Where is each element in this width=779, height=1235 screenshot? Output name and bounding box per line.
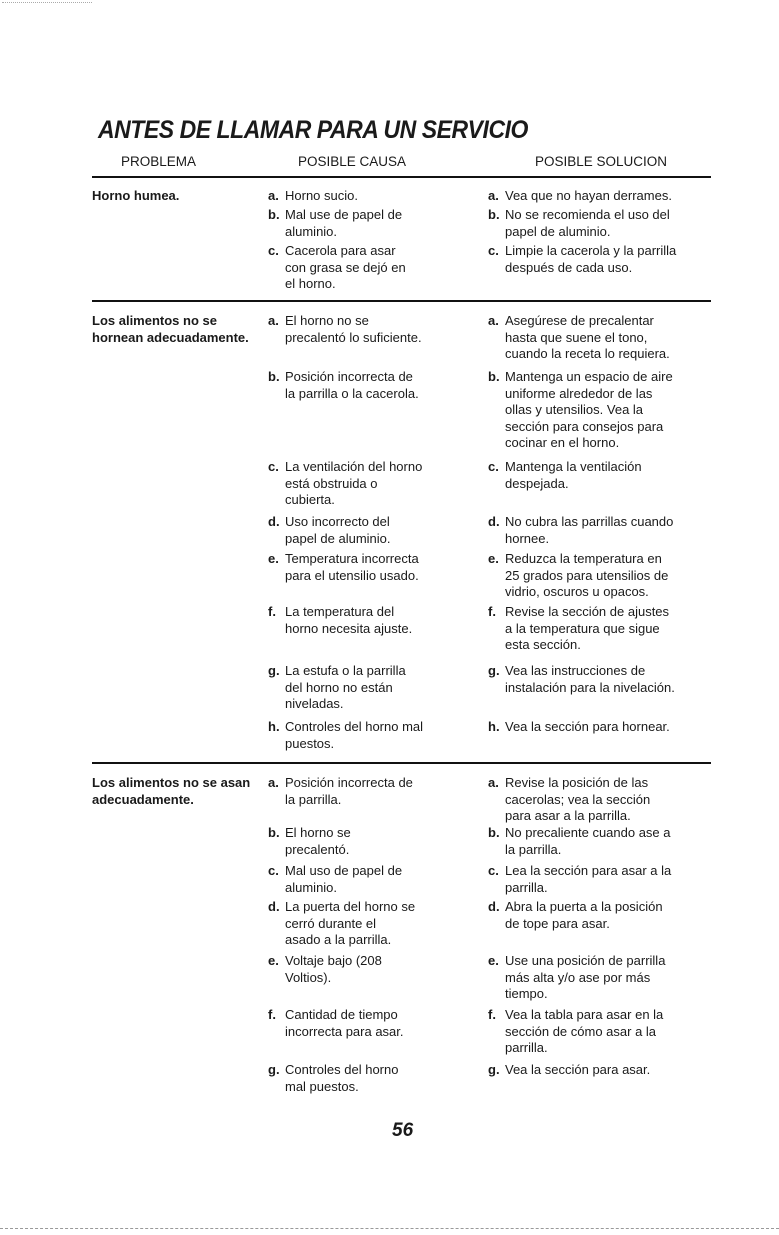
cause-cell: [268, 514, 470, 547]
cause-cell: [268, 207, 470, 240]
cause-cell: [268, 604, 470, 637]
item-letter: f.: [488, 604, 496, 619]
solution-cell: [488, 551, 720, 601]
problem-label: Horno humea.: [92, 188, 180, 203]
solution-text: Vea las instrucciones de instalación para la nivelación.: [505, 663, 675, 695]
item-letter: g.: [268, 1062, 280, 1077]
cause-text: Cacerola para asar con grasa se dejó en el horno.: [285, 243, 406, 291]
item-letter: c.: [488, 863, 499, 878]
solution-text: Limpie la cacerola y la parrilla después de cada uso.: [505, 243, 677, 275]
solution-text: No cubra las parrillas cuando hornee.: [505, 514, 674, 546]
cause-text: Voltaje bajo (208 Voltios).: [285, 953, 382, 985]
header-solution: POSIBLE SOLUCION: [535, 154, 668, 169]
solution-cell: [488, 825, 720, 858]
page-number: 56: [392, 1120, 414, 1141]
item-letter: g.: [488, 663, 500, 678]
cause-text: El horno se precalentó.: [285, 825, 351, 857]
solution-cell: [488, 313, 720, 363]
item-letter: f.: [268, 604, 276, 619]
solution-cell: [488, 514, 720, 547]
solution-text: Vea la sección para asar.: [505, 1062, 651, 1077]
item-letter: a.: [488, 775, 499, 790]
cause-cell: [268, 899, 470, 949]
solution-text: Mantenga la ventilación despejada.: [505, 459, 642, 491]
cause-text: La temperatura del horno necesita ajuste.: [285, 604, 413, 636]
solution-cell: [488, 369, 720, 452]
item-letter: c.: [268, 459, 279, 474]
section-divider: [92, 300, 711, 302]
cause-cell: [268, 1007, 470, 1040]
solution-text: Revise la posición de las cacerolas; vea la sección para asar a la parrilla.: [505, 775, 651, 823]
cause-cell: [268, 663, 470, 713]
cause-text: Posición incorrecta de la parrilla.: [285, 775, 413, 807]
cause-cell: [268, 313, 470, 346]
cause-cell: [268, 459, 470, 509]
cause-cell: [268, 863, 470, 896]
item-letter: d.: [268, 514, 280, 529]
solution-cell: [488, 188, 720, 205]
cause-text: Mal uso de papel de aluminio.: [285, 863, 403, 895]
solution-text: Lea la sección para asar a la parrilla.: [505, 863, 672, 895]
solution-cell: [488, 243, 720, 276]
item-letter: e.: [268, 551, 279, 566]
item-letter: d.: [268, 899, 280, 914]
header-problem: PROBLEMA: [121, 154, 197, 169]
cause-text: La estufa o la parrilla del horno no están niveladas.: [285, 663, 406, 711]
solution-cell: [488, 775, 720, 825]
solution-text: Mantenga un espacio de aire uniforme alrededor de las ollas y utensilios. Vea la sección para consejos para cocinar en el horno.: [505, 369, 673, 450]
solution-cell: [488, 953, 720, 1003]
solution-cell: [488, 459, 720, 492]
cause-text: Cantidad de tiempo incorrecta para asar.: [285, 1007, 404, 1039]
item-letter: a.: [268, 188, 279, 203]
item-letter: a.: [488, 188, 499, 203]
solution-cell: [488, 207, 720, 240]
item-letter: h.: [268, 719, 280, 734]
cause-text: Posición incorrecta de la parrilla o la cacerola.: [285, 369, 419, 401]
solution-cell: [488, 604, 720, 654]
cause-cell: [268, 369, 470, 402]
cause-cell: [268, 188, 470, 205]
solution-cell: [488, 1007, 720, 1057]
solution-text: No se recomienda el uso del papel de aluminio.: [505, 207, 670, 239]
item-letter: e.: [268, 953, 279, 968]
solution-cell: [488, 863, 720, 896]
item-letter: h.: [488, 719, 500, 734]
solution-cell: [488, 663, 720, 696]
cause-text: La ventilación del horno está obstruida o cubierta.: [285, 459, 423, 507]
scan-mark: [2, 2, 92, 3]
item-letter: d.: [488, 899, 500, 914]
solution-cell: [488, 1062, 720, 1079]
solution-cell: [488, 719, 720, 736]
item-letter: a.: [268, 775, 279, 790]
cause-cell: [268, 825, 470, 858]
item-letter: e.: [488, 953, 499, 968]
item-letter: a.: [488, 313, 499, 328]
solution-text: Revise la sección de ajustes a la temperatura que sigue esta sección.: [505, 604, 670, 652]
header-cause: POSIBLE CAUSA: [298, 154, 407, 169]
solution-cell: [488, 899, 720, 932]
item-letter: e.: [488, 551, 499, 566]
item-letter: f.: [488, 1007, 496, 1022]
item-letter: a.: [268, 313, 279, 328]
cause-cell: [268, 1062, 470, 1095]
item-letter: b.: [488, 825, 500, 840]
cause-text: Horno sucio.: [285, 188, 358, 203]
solution-text: Vea la sección para hornear.: [505, 719, 670, 734]
solution-text: Asegúrese de precalentar hasta que suene el tono, cuando la receta lo requiera.: [505, 313, 670, 361]
section-divider: [92, 762, 711, 764]
item-letter: b.: [268, 369, 280, 384]
cause-cell: [268, 551, 470, 584]
scan-edge-line: [0, 1228, 779, 1229]
item-letter: b.: [488, 207, 500, 222]
item-letter: g.: [268, 663, 280, 678]
item-letter: d.: [488, 514, 500, 529]
header-divider: [92, 176, 711, 178]
cause-text: Mal use de papel de aluminio.: [285, 207, 403, 239]
cause-text: Temperatura incorrecta para el utensilio usado.: [285, 551, 419, 583]
cause-cell: [268, 719, 470, 752]
cause-text: El horno no se precalentó lo suficiente.: [285, 313, 422, 345]
problem-label: Los alimentos no se asan adecuadamente.: [92, 775, 251, 807]
solution-text: Vea la tabla para asar en la sección de cómo asar a la parrilla.: [505, 1007, 664, 1055]
item-letter: f.: [268, 1007, 276, 1022]
item-letter: b.: [268, 207, 280, 222]
solution-text: No precaliente cuando ase a la parrilla.: [505, 825, 671, 857]
page-title: ANTES DE LLAMAR PARA UN SERVICIO: [98, 116, 528, 144]
item-letter: g.: [488, 1062, 500, 1077]
cause-cell: [268, 775, 470, 808]
cause-cell: [268, 243, 470, 293]
item-letter: c.: [268, 863, 279, 878]
cause-text: Controles del horno mal puestos.: [285, 1062, 399, 1094]
solution-text: Reduzca la temperatura en 25 grados para utensilios de vidrio, oscuros u opacos.: [505, 551, 669, 599]
solution-text: Use una posición de parrilla más alta y/o ase por más tiempo.: [505, 953, 666, 1001]
item-letter: c.: [488, 243, 499, 258]
cause-text: Uso incorrecto del papel de aluminio.: [285, 514, 391, 546]
cause-cell: [268, 953, 470, 986]
cause-text: La puerta del horno se cerró durante el asado a la parrilla.: [285, 899, 416, 947]
cause-text: Controles del horno mal puestos.: [285, 719, 424, 751]
solution-text: Vea que no hayan derrames.: [505, 188, 672, 203]
item-letter: c.: [488, 459, 499, 474]
solution-text: Abra la puerta a la posición de tope para asar.: [505, 899, 663, 931]
item-letter: b.: [268, 825, 280, 840]
item-letter: b.: [488, 369, 500, 384]
problem-label: Los alimentos no se hornean adecuadamente.: [92, 313, 249, 345]
item-letter: c.: [268, 243, 279, 258]
